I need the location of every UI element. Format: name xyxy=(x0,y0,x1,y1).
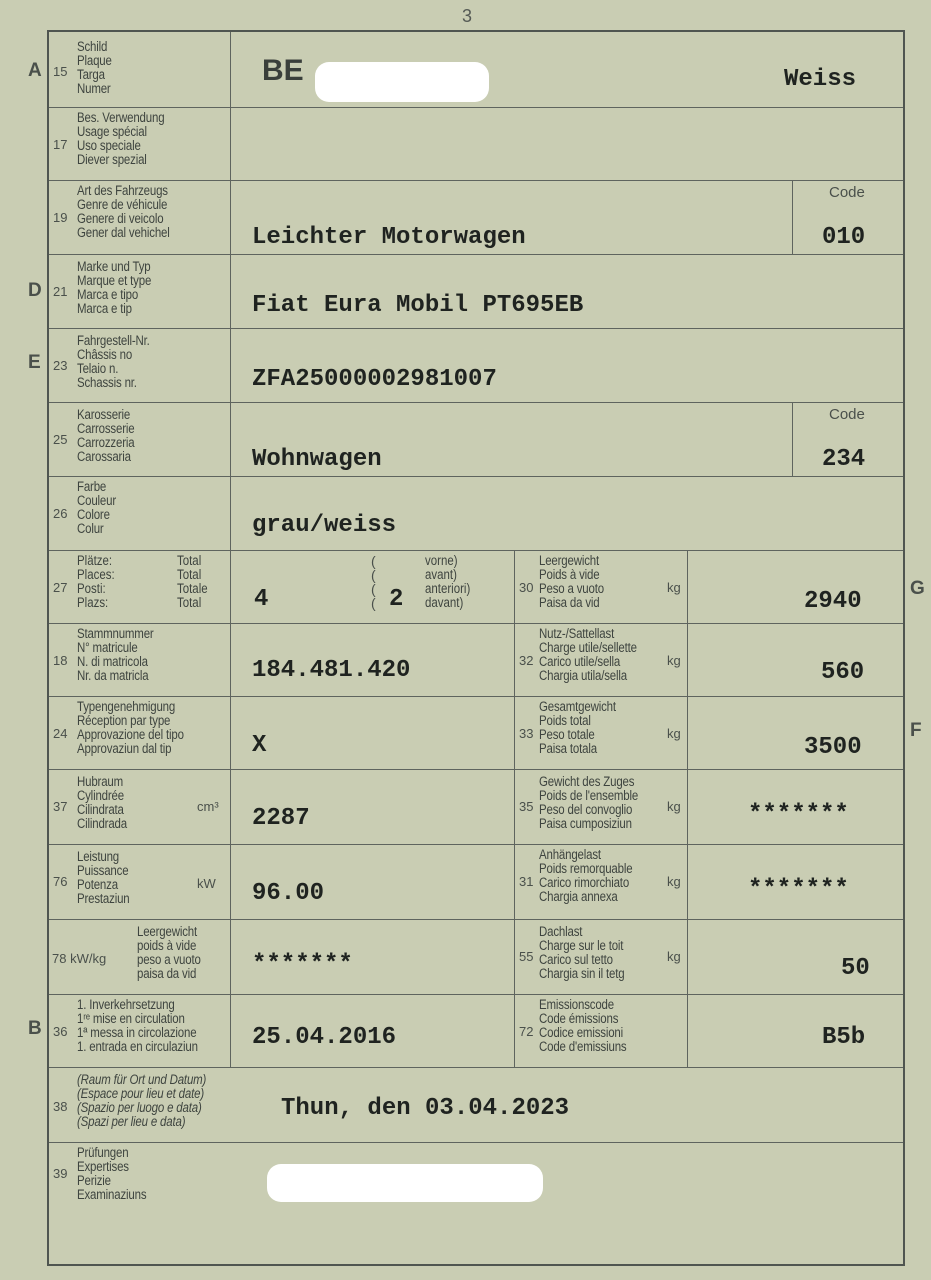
inspections-redacted xyxy=(267,1164,543,1202)
seats-total-value: 4 xyxy=(254,586,269,613)
row-vehicle-type xyxy=(49,180,903,255)
unit-kg: kg xyxy=(667,580,681,595)
field-number: 23 xyxy=(53,358,68,373)
place-date-labels: (Raum für Ort und Datum) (Espace pour lieu et date) (Spazio per luogo e data) (Spazi per lieu e data) xyxy=(77,1072,207,1129)
bracket: ( ( ( ( xyxy=(371,553,376,611)
color-labels: Farbe Couleur Colore Colur xyxy=(77,479,117,536)
row-inspections xyxy=(49,1142,903,1262)
field-number: 55 xyxy=(519,949,534,964)
row-power-weight-roof-load xyxy=(49,919,903,995)
row-place-date xyxy=(49,1067,903,1143)
code-label: Code xyxy=(829,184,865,201)
row-special-use xyxy=(49,107,903,181)
row-seats-empty-weight xyxy=(49,550,903,624)
side-letter-b: B xyxy=(28,1018,42,1039)
side-letter-f: F xyxy=(910,720,922,741)
first-registration-labels: 1. Inverkehrsetzung 1ʳᵉ mise en circulation 1ª messa in circolazione 1. entrada en circulaziun xyxy=(77,997,198,1054)
field-number: 19 xyxy=(53,210,68,225)
field-number: 37 xyxy=(53,799,68,814)
power-weight-value: ******* xyxy=(252,951,353,978)
row-color xyxy=(49,476,903,551)
unit-kg: kg xyxy=(667,799,681,814)
train-weight-value: ******* xyxy=(748,801,849,828)
row-base-number-payload xyxy=(49,623,903,697)
unit-kg: kg xyxy=(667,726,681,741)
empty-weight-labels: Leergewicht Poids à vide Peso a vuoto Paisa da vid xyxy=(539,553,604,610)
trailer-load-labels: Anhängelast Poids remorquable Carico rimorchiato Chargia annexa xyxy=(539,847,633,904)
base-number-labels: Stammnummer N° matricule N. di matricola Nr. da matricla xyxy=(77,626,154,683)
unit-kw: kW xyxy=(197,876,216,891)
inspections-labels: Prüfungen Expertises Perizie Examinaziuns xyxy=(77,1145,147,1202)
side-letter-a: A xyxy=(28,60,42,81)
seats-front-value: 2 xyxy=(389,586,404,613)
type-approval-labels: Typengenehmigung Réception par type Approvazione del tipo Approvaziun dal tip xyxy=(77,699,184,756)
vehicle-type-labels: Art des Fahrzeugs Genre de véhicule Genere di veicolo Gener dal vehichel xyxy=(77,183,170,240)
field-number: 17 xyxy=(53,137,68,152)
row-displacement-train-weight xyxy=(49,769,903,845)
plate-labels: Schild Plaque Targa Numer xyxy=(77,39,112,96)
displacement-value: 2287 xyxy=(252,805,310,832)
side-letter-g: G xyxy=(910,578,925,599)
payload-value: 560 xyxy=(821,659,865,686)
seats-front-labels: vorne) avant) anteriori) davant) xyxy=(425,553,471,610)
special-use-labels: Bes. Verwendung Usage spécial Uso speciale Diever spezial xyxy=(77,110,165,167)
field-number: 76 xyxy=(53,874,68,889)
train-weight-labels: Gewicht des Zuges Poids de l'ensemble Peso del convoglio Paisa cumposiziun xyxy=(539,774,639,831)
field-number: 33 xyxy=(519,726,534,741)
field-number: 38 xyxy=(53,1099,68,1114)
field-number: 36 xyxy=(53,1024,68,1039)
chassis-number-value: ZFA25000002981007 xyxy=(252,366,497,393)
seats-labels: Plätze: Places: Posti: Plazs: xyxy=(77,553,115,610)
field-number: 72 xyxy=(519,1024,534,1039)
total-weight-value: 3500 xyxy=(804,734,862,761)
field-number: 26 xyxy=(53,506,68,521)
unit-kg: kg xyxy=(667,949,681,964)
empty-weight-value: 2940 xyxy=(804,588,862,615)
field-number: 15 xyxy=(53,64,68,79)
power-value: 96.00 xyxy=(252,880,325,907)
type-approval-value: X xyxy=(252,732,267,759)
unit-cm3: cm³ xyxy=(197,799,219,814)
page-number: 3 xyxy=(462,6,473,26)
row-chassis xyxy=(49,328,903,403)
plate-canton: BE xyxy=(262,54,304,87)
body-value: Wohnwagen xyxy=(252,446,382,473)
power-labels: Leistung Puissance Potenza Prestaziun xyxy=(77,849,130,906)
color-value: grau/weiss xyxy=(252,512,397,539)
chassis-labels: Fahrgestell-Nr. Châssis no Telaio n. Schassis nr. xyxy=(77,333,150,390)
roof-load-labels: Dachlast Charge sur le toit Carico sul tetto Chargia sin il tetg xyxy=(539,924,625,981)
total-weight-labels: Gesamtgewicht Poids total Peso totale Paisa totala xyxy=(539,699,616,756)
seats-total-labels: Total Total Totale Total xyxy=(177,553,208,610)
make-model-value: Fiat Eura Mobil PT695EB xyxy=(252,292,584,319)
first-registration-value: 25.04.2016 xyxy=(252,1024,397,1051)
unit-kg: kg xyxy=(667,653,681,668)
field-number: 24 xyxy=(53,726,68,741)
base-number-value: 184.481.420 xyxy=(252,657,411,684)
payload-labels: Nutz-/Sattellast Charge utile/sellette Carico utile/sella Chargia utila/sella xyxy=(539,626,637,683)
plate-number-redacted xyxy=(315,62,489,102)
row-plate xyxy=(49,32,903,108)
side-letter-e: E xyxy=(28,352,41,373)
power-weight-labels: Leergewicht poids à vide peso a vuoto paisa da vid xyxy=(137,924,201,981)
field-number: 27 xyxy=(53,580,68,595)
emission-code-labels: Emissionscode Code émissions Codice emissioni Code d'emissiuns xyxy=(539,997,627,1054)
row-power-trailer-load xyxy=(49,844,903,920)
unit-kg: kg xyxy=(667,874,681,889)
row-make-model xyxy=(49,254,903,329)
side-letter-d: D xyxy=(28,280,42,301)
field-number: 31 xyxy=(519,874,534,889)
field-number: 78 kW/kg xyxy=(52,951,107,966)
field-number: 30 xyxy=(519,580,534,595)
vehicle-type-value: Leichter Motorwagen xyxy=(252,224,526,251)
emission-code-value: B5b xyxy=(822,1024,866,1051)
field-number: 32 xyxy=(519,653,534,668)
field-number: 25 xyxy=(53,432,68,447)
vehicle-type-code: 010 xyxy=(822,224,866,251)
roof-load-value: 50 xyxy=(841,955,870,982)
trailer-load-value: ******* xyxy=(748,876,849,903)
registration-form xyxy=(47,30,905,1266)
make-model-labels: Marke und Typ Marque et type Marca e tipo Marca e tip xyxy=(77,259,152,316)
row-type-approval-total-weight xyxy=(49,696,903,770)
body-code: 234 xyxy=(822,446,866,473)
displacement-labels: Hubraum Cylindrée Cilindrata Cilindrada xyxy=(77,774,127,831)
code-label: Code xyxy=(829,406,865,423)
place-date-value: Thun, den 03.04.2023 xyxy=(281,1095,570,1122)
field-number: 21 xyxy=(53,284,68,299)
row-first-registration-emission xyxy=(49,994,903,1068)
plate-color: Weiss xyxy=(784,66,857,93)
field-number: 39 xyxy=(53,1166,68,1181)
field-number: 35 xyxy=(519,799,534,814)
field-number: 18 xyxy=(53,653,68,668)
row-body xyxy=(49,402,903,477)
body-labels: Karosserie Carrosserie Carrozzeria Carossaria xyxy=(77,407,135,464)
